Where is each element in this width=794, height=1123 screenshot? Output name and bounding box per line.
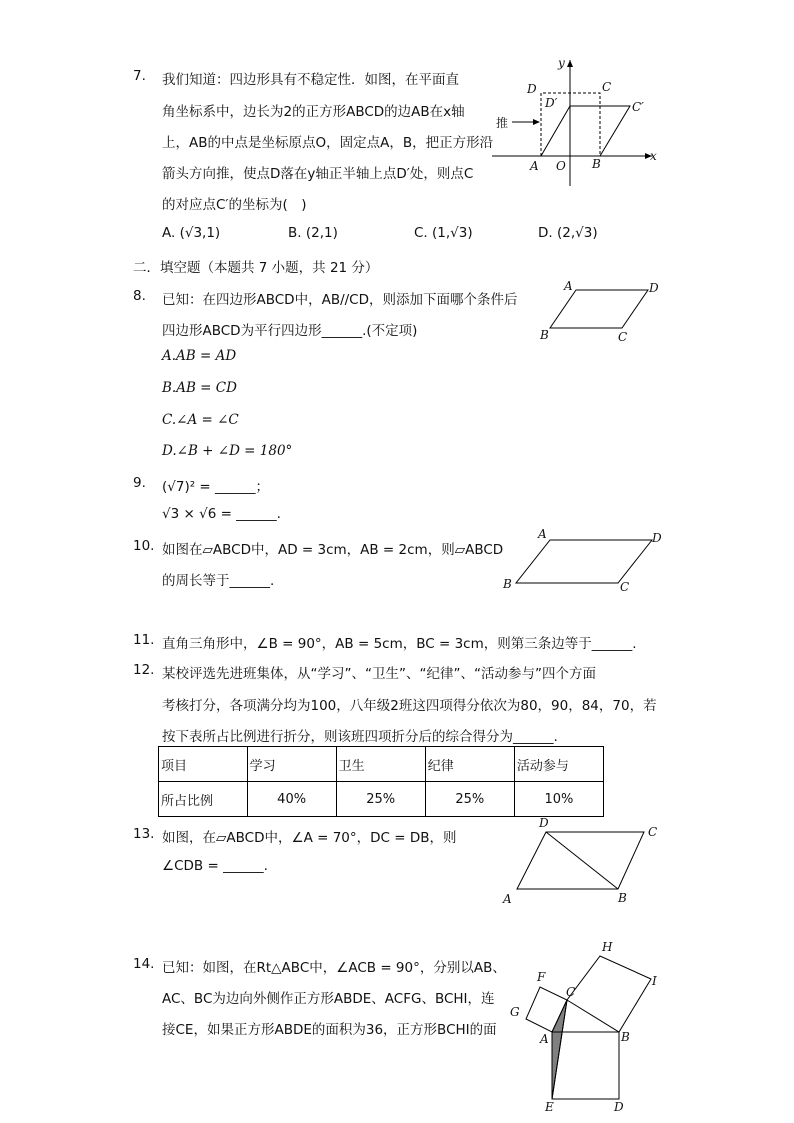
table-cell: 25%: [425, 782, 514, 817]
q8-option-c[interactable]: C.∠A = ∠C: [162, 412, 239, 428]
q13-fig-label-b: B: [618, 891, 627, 905]
q7-line-2: 角坐标系中，边长为2的正方形ABCD的边AB在x轴: [162, 104, 465, 120]
section-heading-fill-blank: 二．填空题（本题共 7 小题，共 21 分）: [133, 260, 379, 276]
q13-fig-label-c: C: [648, 825, 658, 839]
q8-fig-label-b: B: [540, 328, 549, 342]
table-header-cell: 项目: [159, 747, 248, 782]
q14-fig-label-a: A: [540, 1032, 549, 1046]
q7-fig-label-d: D: [527, 82, 537, 96]
q14-line-1: 已知：如图，在Rt△ABC中，∠ACB = 90°，分别以AB、: [162, 960, 506, 976]
q14-fig-label-b: B: [621, 1030, 630, 1044]
q7-line-1: 我们知道：四边形具有不稳定性．如图，在平面直: [162, 72, 459, 88]
table-cell: 40%: [247, 782, 336, 817]
table-header-cell: 活动参与: [514, 747, 603, 782]
q9-line-1: (√7)² = ______；: [162, 479, 270, 495]
q10-fig-label-d: D: [652, 531, 662, 545]
q14-line-2: AC、BC为边向外侧作正方形ABDE、ACFG、BCHI，连: [162, 991, 495, 1007]
q10-fig-label-b: B: [503, 577, 512, 591]
q7-fig-label-c: C: [602, 80, 612, 94]
q12-line-1: 某校评选先进班集体，从“学习”、“卫生”、“纪律”、“活动参与”四个方面: [162, 666, 596, 682]
table-header-cell: 学习: [247, 747, 336, 782]
q14-fig-label-d: D: [614, 1100, 624, 1114]
q7-option-d[interactable]: D. (2,√3): [538, 225, 598, 241]
q14-fig-label-g: G: [510, 1005, 520, 1019]
q8-line-1: 已知：在四边形ABCD中，AB//CD，则添加下面哪个条件后: [162, 292, 518, 308]
q8-fig-label-a: A: [564, 279, 573, 293]
q7-fig-label-a: A: [530, 159, 539, 173]
table-cell: 10%: [514, 782, 603, 817]
q13-line-2: ∠CDB = ______.: [162, 858, 268, 874]
q8-fig-label-d: D: [649, 281, 659, 295]
q7-option-b[interactable]: B. (2,1): [288, 225, 338, 241]
q7-option-c[interactable]: C. (1,√3): [414, 225, 473, 241]
q13-fig-label-a: A: [503, 892, 512, 906]
q10-line-2: 的周长等于______.: [162, 573, 275, 589]
q8-option-b[interactable]: B.AB = CD: [162, 380, 237, 396]
table-cell: 所占比例: [159, 782, 248, 817]
q11-number: 11.: [133, 632, 155, 648]
table-header-cell: 纪律: [425, 747, 514, 782]
q10-fig-label-c: C: [620, 580, 630, 594]
q8-option-d[interactable]: D.∠B + ∠D = 180°: [162, 443, 293, 459]
q13-number: 13.: [133, 826, 155, 842]
q10-number: 10.: [133, 538, 155, 554]
q7-fig-label-c-prime: C′: [632, 100, 644, 114]
q7-fig-label-push: 推: [496, 116, 509, 130]
q9-line-2: √3 × √6 = ______.: [162, 506, 281, 522]
q7-line-5: 的对应点C′的坐标为( ): [162, 197, 307, 213]
q14-fig-label-h: H: [602, 940, 613, 954]
q7-option-a[interactable]: A. (√3,1): [162, 225, 221, 241]
q7-line-4: 箭头方向推，使点D落在y轴正半轴上点D′处，则点C: [162, 166, 474, 182]
q14-fig-label-f: F: [537, 970, 546, 984]
q12-number: 12.: [133, 662, 155, 678]
q13-fig-label-d: D: [539, 816, 549, 830]
q8-number: 8.: [133, 288, 146, 304]
q7-fig-label-y: y: [558, 56, 565, 70]
q8-option-a[interactable]: A.AB = AD: [162, 348, 237, 364]
table-header-cell: 卫生: [336, 747, 425, 782]
q9-number: 9.: [133, 475, 146, 491]
q12-line-2: 考核打分，各项满分均为100，八年级2班这四项得分依次为80，90，84，70，若: [162, 698, 657, 714]
q13-line-1: 如图，在▱ABCD中，∠A = 70°，DC = DB，则: [162, 830, 457, 846]
q14-fig-label-i: I: [652, 974, 657, 988]
q8-line-2: 四边形ABCD为平行四边形______.(不定项): [162, 323, 418, 339]
q7-number: 7.: [133, 68, 146, 84]
q8-fig-label-c: C: [618, 330, 628, 344]
q14-fig-label-e: E: [545, 1100, 554, 1114]
q7-line-3: 上，AB的中点是坐标原点O，固定点A，B，把正方形沿: [162, 135, 494, 151]
q7-fig-label-b: B: [592, 157, 601, 171]
q7-fig-label-o: O: [556, 159, 566, 173]
q10-line-1: 如图在▱ABCD中，AD = 3cm，AB = 2cm，则▱ABCD: [162, 542, 504, 558]
q12-line-3: 按下表所占比例进行折分，则该班四项折分后的综合得分为______.: [162, 729, 558, 745]
q7-fig-label-x: x: [650, 149, 657, 163]
q10-fig-label-a: A: [538, 527, 547, 541]
q14-number: 14.: [133, 956, 155, 972]
table-cell: 25%: [336, 782, 425, 817]
q7-fig-label-d-prime: D′: [545, 96, 558, 110]
q11-line-1: 直角三角形中，∠B = 90°，AB = 5cm，BC = 3cm，则第三条边等于______.: [162, 636, 637, 652]
q14-line-3: 接CE，如果正方形ABDE的面积为36，正方形BCHI的面: [162, 1022, 497, 1038]
q14-fig-label-c: C: [566, 985, 576, 999]
